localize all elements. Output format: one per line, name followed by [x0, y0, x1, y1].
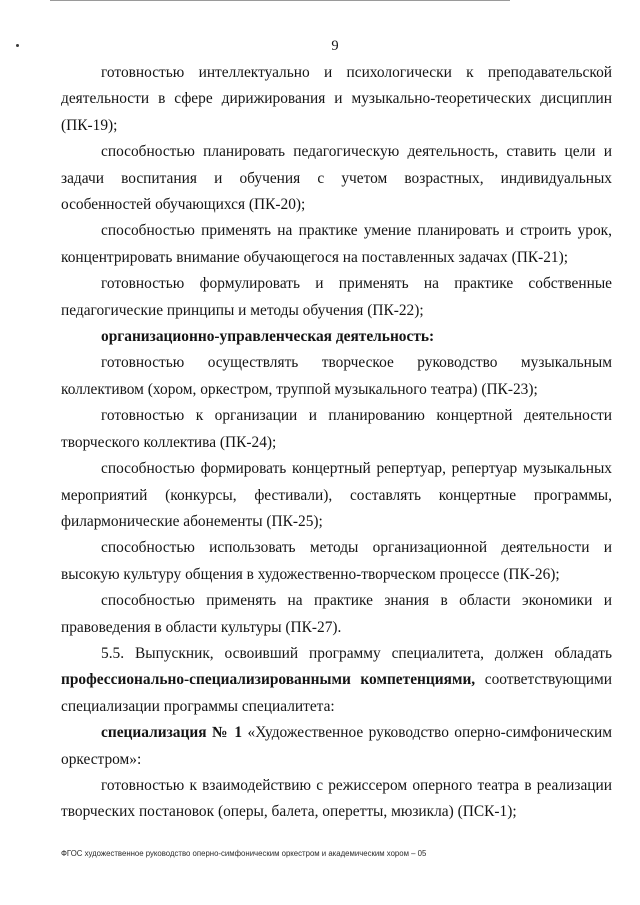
specialization-title: «Художественное руководство оперно-симфоническим оркестром»:	[61, 724, 612, 768]
paragraph-text: 5.5. Выпускник, освоивший программу специалитета, должен обладать	[101, 644, 612, 662]
competency-pk-21: способностью применять на практике умение планировать и строить урок, концентрировать внимание обучающегося на поставленных задачах (ПК-21);	[61, 222, 612, 266]
competency-psk-1: готовностью к взаимодействию с режиссером оперного театра в реализации творческих постановок (оперы, балета, оперетты, мюзикла) (ПСК-1);	[61, 776, 612, 821]
competency-pk-24: готовностью к организации и планированию концертной деятельности творческого коллектива (ПК-24);	[61, 407, 612, 451]
paragraph-text: соответствующими специализации программы специалитета:	[61, 671, 612, 715]
competency-pk-23: готовностью осуществлять творческое руководство музыкальным коллективом (хором, оркестром, труппой музыкального театра) (ПК-23);	[61, 354, 612, 398]
scan-top-edge	[50, 0, 510, 1]
specialization-paragraph	[61, 720, 612, 773]
bold-term: профессионально-специализированными компетенциями,	[61, 671, 476, 689]
page-footer: ФГОС художественное руководство оперно-симфоническим оркестром и академическим хором – 05	[61, 849, 427, 858]
competency-pk-25: способностью формировать концертный репертуар, репертуар музыкальных мероприятий (конкурсы, фестивали), составлять концертные программы, филармонические абонементы (ПК-25);	[61, 460, 612, 530]
specialization-label: специализация № 1	[101, 724, 243, 742]
document-body	[61, 60, 612, 826]
section-heading: организационно-управленческая деятельность:	[101, 328, 435, 346]
competency-pk-22: готовностью формулировать и применять на практике собственные педагогические принципы и методы обучения (ПК-22);	[61, 275, 612, 319]
competency-pk-26: способностью использовать методы организационной деятельности и высокую культуру общения в художественно-творческом процессе (ПК-26);	[61, 539, 612, 583]
graduate-competencies-paragraph	[61, 641, 612, 720]
page-number: 9	[331, 38, 339, 54]
competency-pk-19: готовностью интеллектуально и психологически к преподавательской деятельности в сфере дирижирования и музыкально-теоретических дисциплин (ПК-19);	[61, 64, 612, 134]
competency-pk-27: способностью применять на практике знания в области экономики и правоведения в области культуры (ПК-27).	[61, 592, 612, 636]
competency-pk-20: способностью планировать педагогическую деятельность, ставить цели и задачи воспитания и обучения с учетом возрастных, индивидуальных особенностей обучающихся (ПК-20);	[61, 143, 612, 214]
